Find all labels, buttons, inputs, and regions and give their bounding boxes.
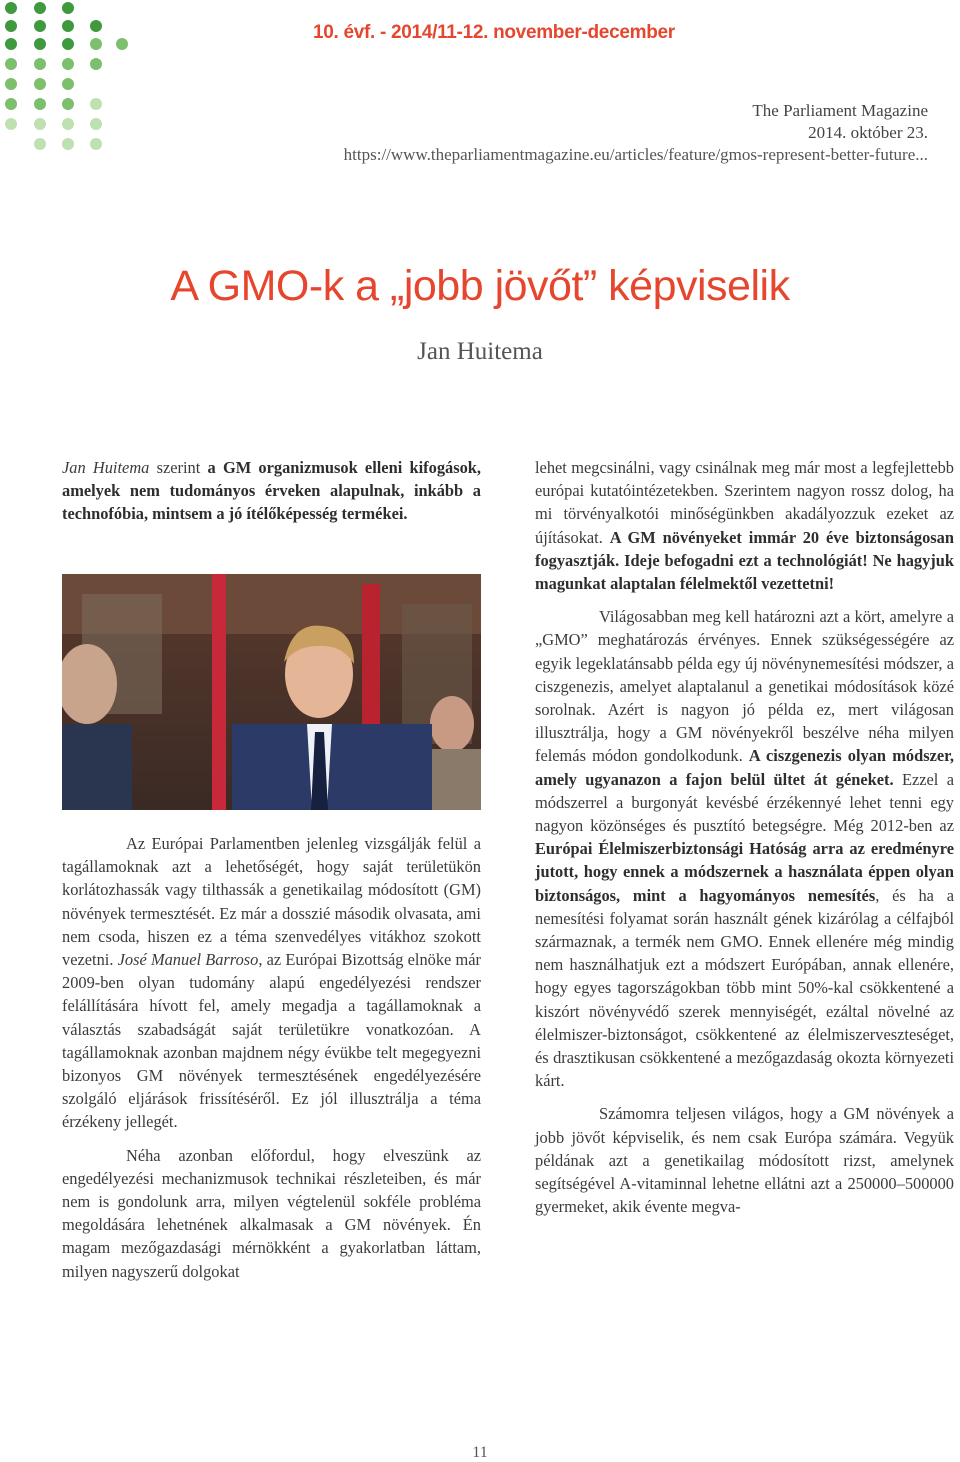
- highlight-text: A ciszgenezis olyan módszer, amely ugyanazon a fajon belül ültet át géneket.: [535, 746, 955, 789]
- paragraph-text: , az Európai Bizottság elnöke már 2009-ben olyan tudomány alapú engedélyezési rendszer felállítására hívott fel, amely megadja a tagállamoknak a választás szabadságát saját területükre vonatkozóan. A tagállamoknak azonban majdnem négy évükbe telt megegyezni bizonyos GM növények termesztésének engedélyezésére szolgáló eljárások frissítéséről. Ez jól illusztrálja a téma érzékeny jellegét.: [62, 950, 481, 1132]
- page-number: 11: [472, 1444, 488, 1461]
- source-date: 2014. október 23.: [808, 123, 928, 142]
- paragraph-text: Az Európai Parlamentben jelenleg vizsgálják felül a tagállamoknak azt a lehetőségét, hogy saját területükön korlátozhassák vagy tilthassák a genetikailag módosított (GM) növények termesztését. Ez már a dosszié második olvasata, ami nem csoda, hiszen ez a téma szenvedélyes vitákhoz szokott vezetni.: [62, 834, 481, 970]
- issue-label: 10. évf. - 2014/11-12. november-december: [313, 22, 675, 43]
- paragraph: [535, 456, 954, 595]
- article-lead: [62, 456, 481, 526]
- source-citation: [344, 100, 928, 166]
- article-author: Jan Huitema: [417, 338, 543, 365]
- article-column-left: [62, 832, 481, 1283]
- decorative-dot-pattern: [0, 0, 140, 160]
- lead-bold-text: a GM organizmusok elleni kifogások, amelyek nem tudományos érveken alapulnak, inkább a technofóbia, mintsem a jó ítélőképesség termékei.: [62, 458, 481, 524]
- article-title: A GMO-k a „jobb jövőt” képviselik: [170, 262, 790, 310]
- source-name: The Parliament Magazine: [752, 101, 928, 120]
- person-name: José Manuel Barroso: [117, 950, 259, 970]
- lead-text: szerint: [149, 458, 208, 477]
- highlight-text: Európai Élelmiszerbiztonsági Hatóság arra az eredményre jutott, hogy ennek a módszernek a használata éppen olyan biztonságos, mint a hagyományos nemesítés: [535, 839, 954, 905]
- photo-illustration: [62, 574, 481, 810]
- paragraph-text: Világosabban meg kell határozni azt a kört, amelyre a „GMO” meghatározás érvényes. Ennek szükségességére az egyik legeklatánsabb példa egy új növénynemesítési módszer, a ciszgenezis, amelyet alaptalanul a genetikai módosítások közé sorolnak. Azért is nagyon jó példa ez, mert világosan illusztrálja, hogy a GM növényekről beszélve néha milyen felemás módon gondolkodunk.: [535, 607, 954, 766]
- paragraph-text: lehet megcsinálni, vagy csinálnak meg már most a legfejlettebb európai kutatóintézetekben. Szerintem nagyon rossz dolog, ha mi törvényalkotói minőségünkben akadályozzuk ezeket az újításokat.: [535, 458, 954, 547]
- highlight-text: A GM növényeket immár 20 éve biztonságosan fogyasztják. Ideje befogadni ezt a technológiát! Ne hagyjuk magunkat alaptalan félelmektől vezettetni!: [535, 527, 954, 594]
- paragraph-text: Ezzel a módszerrel a burgonyát kevésbé érzékennyé lehet tenni egy nagyon közönséges és pusztító betegségre. Még 2012-ben az: [535, 769, 954, 836]
- paragraph: [535, 605, 954, 1092]
- paragraph: [62, 1144, 481, 1283]
- paragraph-text: Néha azonban előfordul, hogy elveszünk az engedélyezési mechanizmusok technikai részleteiben, és már nem is gondolunk arra, milyen végtelenül sokféle probléma megoldására lehetnének alkalmasak a GM növények. Én magam mezőgazdasági mérnökként a gyakorlatban láttam, milyen nagyszerű dolgokat: [62, 1145, 481, 1281]
- paragraph-text: Számomra teljesen világos, hogy a GM növények a jobb jövőt képviselik, és nem csak Európa számára. Vegyük példának azt a genetikailag módosított rizst, amelynek segítségével A-vitaminnal lehetne ellátni azt a 250000–500000 gyermeket, akik évente megva-: [535, 1104, 954, 1217]
- paragraph: [62, 832, 481, 1134]
- portrait-photo: [62, 574, 481, 810]
- paragraph: [535, 1102, 954, 1218]
- lead-author-name: Jan Huitema: [62, 458, 150, 477]
- article-column-right: [535, 456, 954, 1219]
- source-url[interactable]: https://www.theparliamentmagazine.eu/articles/feature/gmos-represent-better-future...: [343, 145, 928, 164]
- paragraph-text: , és ha a nemesítési folyamat során használt gének kizárólag a célfajból származnak, a termék nem GMO. Ennek ellenére még mindig nem használhatjuk ezt a módszert Európában, annak ellenére, hogy egyes tagországokban több mint 50%-kal csökkentené a kiszórt növényvédő szerek mennyiségét, ezáltal növelné az élelmiszer-biztonságot, csökkentené az élelmiszerveszteséget, és drasztikusan csökkentené a mezőgazdaság okozta környezeti kárt.: [535, 885, 955, 1091]
